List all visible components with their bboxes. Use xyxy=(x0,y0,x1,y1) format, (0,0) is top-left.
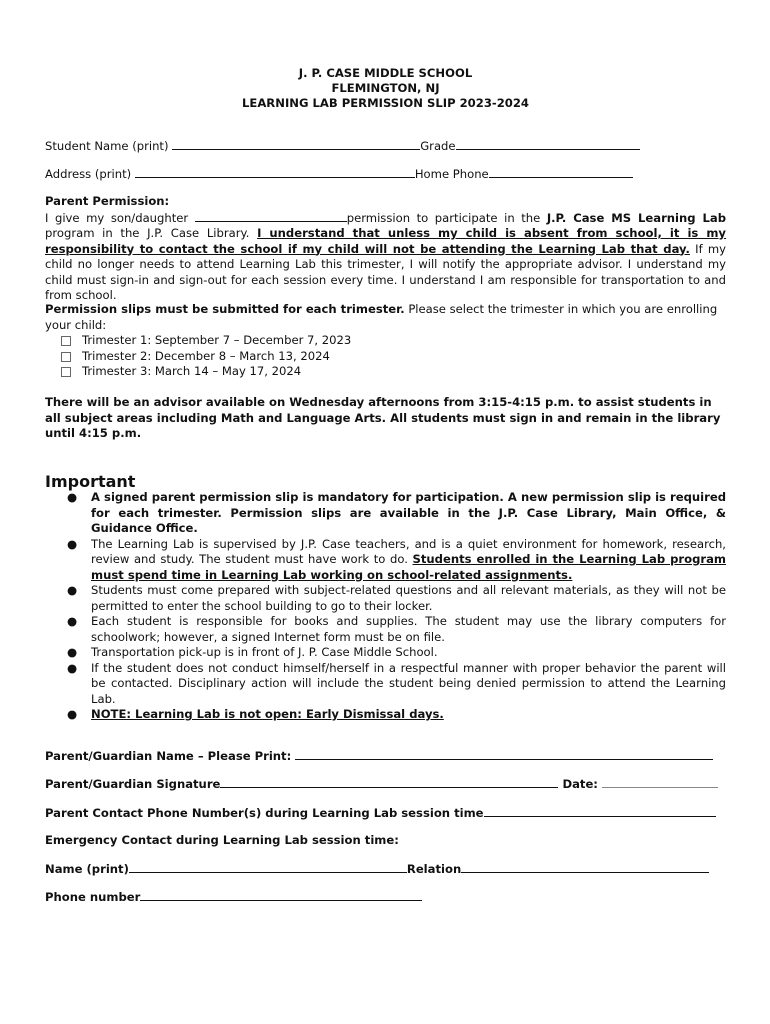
home-phone-field[interactable] xyxy=(489,166,633,178)
emergency-name-field[interactable] xyxy=(129,861,407,873)
bullet-text: The Learning Lab is supervised by J.P. Case teachers, and is a quiet environment for homework, research, review and study. The student must have work to do. xyxy=(91,536,726,566)
trimester-instructions xyxy=(45,302,726,333)
guardian-name-label: Parent/Guardian Name – Please Print: xyxy=(45,749,292,763)
bullet-text: Transportation pick-up is in front of J. P. Case Middle School. xyxy=(91,645,438,659)
emergency-name-label: Name (print) xyxy=(45,862,129,876)
bullet-icon: ● xyxy=(67,660,78,675)
bullet-icon: ● xyxy=(67,536,78,551)
guardian-name-field[interactable] xyxy=(295,748,713,760)
bullet-icon: ● xyxy=(67,583,78,597)
emergency-phone-field[interactable] xyxy=(140,889,422,901)
emergency-name-row xyxy=(45,861,709,877)
list-item xyxy=(45,583,726,614)
emergency-phone-row xyxy=(45,889,422,905)
relation-label: Relation xyxy=(406,862,462,876)
trimester-3-checkbox[interactable] xyxy=(61,367,71,377)
bullet-text: A signed parent permission slip is mandatory for participation. A new permission slip is required for each trimester. Permission slips are available in the J.P. Case Library, Main Office, & Guidance Office. xyxy=(91,490,726,535)
parent-permission-section xyxy=(45,194,726,304)
important-list xyxy=(45,490,726,723)
permission-text-2: permission to participate in the xyxy=(346,210,541,225)
bullet-text: Students must come prepared with subject-related questions and all relevant materials, as they will not be permitted to enter the school building to go to their locker. xyxy=(91,583,726,613)
parent-permission-heading: Parent Permission: xyxy=(45,194,170,208)
guardian-signature-label: Parent/Guardian Signature xyxy=(45,777,221,791)
emergency-phone-label: Phone number xyxy=(45,890,141,904)
list-item xyxy=(45,707,726,723)
bullet-icon: ● xyxy=(67,614,78,628)
guardian-name-row xyxy=(45,748,713,764)
date-label: Date: xyxy=(562,777,598,791)
permission-text-4: If my child no longer needs to attend Learning Lab this trimester, I will notify the appropriate advisor. I understand my child must sign-in and sign-out for each session every time. I understand I am responsible for transportation to and from school. xyxy=(45,241,727,302)
important-heading: Important xyxy=(45,472,136,491)
home-phone-label: Home Phone xyxy=(414,167,489,181)
trimester-2-label: Trimester 2: December 8 – March 13, 2024 xyxy=(82,348,330,363)
list-item xyxy=(45,661,726,708)
guardian-signature-row xyxy=(45,776,718,792)
program-name: J.P. Case MS Learning Lab xyxy=(546,210,726,225)
responsibility-statement: I understand that unless my child is absent from school, it is my responsibility to contact the school if my child will not be attending the Learning Lab that day. xyxy=(45,226,726,256)
document-header xyxy=(45,66,726,111)
bullet-icon: ● xyxy=(67,707,78,721)
list-item xyxy=(45,490,726,537)
document-title: LEARNING LAB PERMISSION SLIP 2023-2024 xyxy=(242,96,529,110)
date-field[interactable] xyxy=(602,776,718,788)
list-item xyxy=(45,614,726,645)
grade-label: Grade xyxy=(420,139,456,153)
list-item xyxy=(45,645,726,661)
bullet-text: NOTE: Learning Lab is not open: Early Dismissal days. xyxy=(91,707,444,721)
contact-phone-row xyxy=(45,805,716,821)
contact-phone-label: Parent Contact Phone Number(s) during Learning Lab session time xyxy=(45,806,484,820)
permission-text-3: program in the J.P. Case Library. xyxy=(45,226,250,240)
trimester-instruction: Please select the trimester in which you are enrolling your child: xyxy=(45,302,718,332)
trimester-bold-lead: Permission slips must be submitted for each trimester. xyxy=(45,302,405,316)
bullet-text-emphasis: Students enrolled in the Learning Lab program must spend time in Learning Lab working on school-related assignments. xyxy=(91,552,726,582)
emergency-contact-label: Emergency Contact during Learning Lab session time: xyxy=(45,833,399,847)
trimester-option[interactable] xyxy=(45,333,726,349)
contact-phone-field[interactable] xyxy=(484,805,716,817)
list-item xyxy=(45,537,726,584)
trimester-option[interactable] xyxy=(45,349,726,365)
trimester-1-checkbox[interactable] xyxy=(61,336,71,346)
bullet-text: Each student is responsible for books and supplies. The student may use the library computers for schoolwork; however, a signed Internet form must be on file. xyxy=(91,614,726,644)
trimester-2-checkbox[interactable] xyxy=(61,352,71,362)
bullet-icon: ● xyxy=(67,645,78,659)
child-name-field[interactable] xyxy=(195,210,347,222)
parent-permission-paragraph xyxy=(45,210,726,304)
guardian-signature-field[interactable] xyxy=(220,776,558,788)
school-name: J. P. CASE MIDDLE SCHOOL xyxy=(298,66,473,80)
address-label: Address (print) xyxy=(45,167,132,181)
bullet-text: If the student does not conduct himself/herself in a respectful manner with proper behavior the parent will be contacted. Disciplinary action will include the student being denied permission to attend the Learning Lab. xyxy=(91,660,726,706)
trimester-3-label: Trimester 3: March 14 – May 17, 2024 xyxy=(82,364,302,378)
grade-field[interactable] xyxy=(456,138,640,150)
school-town: FLEMINGTON, NJ xyxy=(331,81,440,95)
student-name-row xyxy=(45,138,640,154)
advisor-notice: There will be an advisor available on Wednesday afternoons from 3:15-4:15 p.m. to assist students in all subject areas including Math and Language Arts. All students must sign in and remain in the library until 4:15 p.m. xyxy=(45,395,721,440)
address-row xyxy=(45,166,633,182)
student-name-field[interactable] xyxy=(172,138,420,150)
trimester-option[interactable] xyxy=(45,364,726,380)
relation-field[interactable] xyxy=(461,861,709,873)
trimester-1-label: Trimester 1: September 7 – December 7, 2023 xyxy=(82,333,352,347)
address-field[interactable] xyxy=(135,166,415,178)
trimester-section xyxy=(45,302,726,380)
bullet-icon: ● xyxy=(67,490,78,504)
student-name-label: Student Name (print) xyxy=(45,139,169,153)
permission-text-1: I give my son/daughter xyxy=(45,210,189,225)
